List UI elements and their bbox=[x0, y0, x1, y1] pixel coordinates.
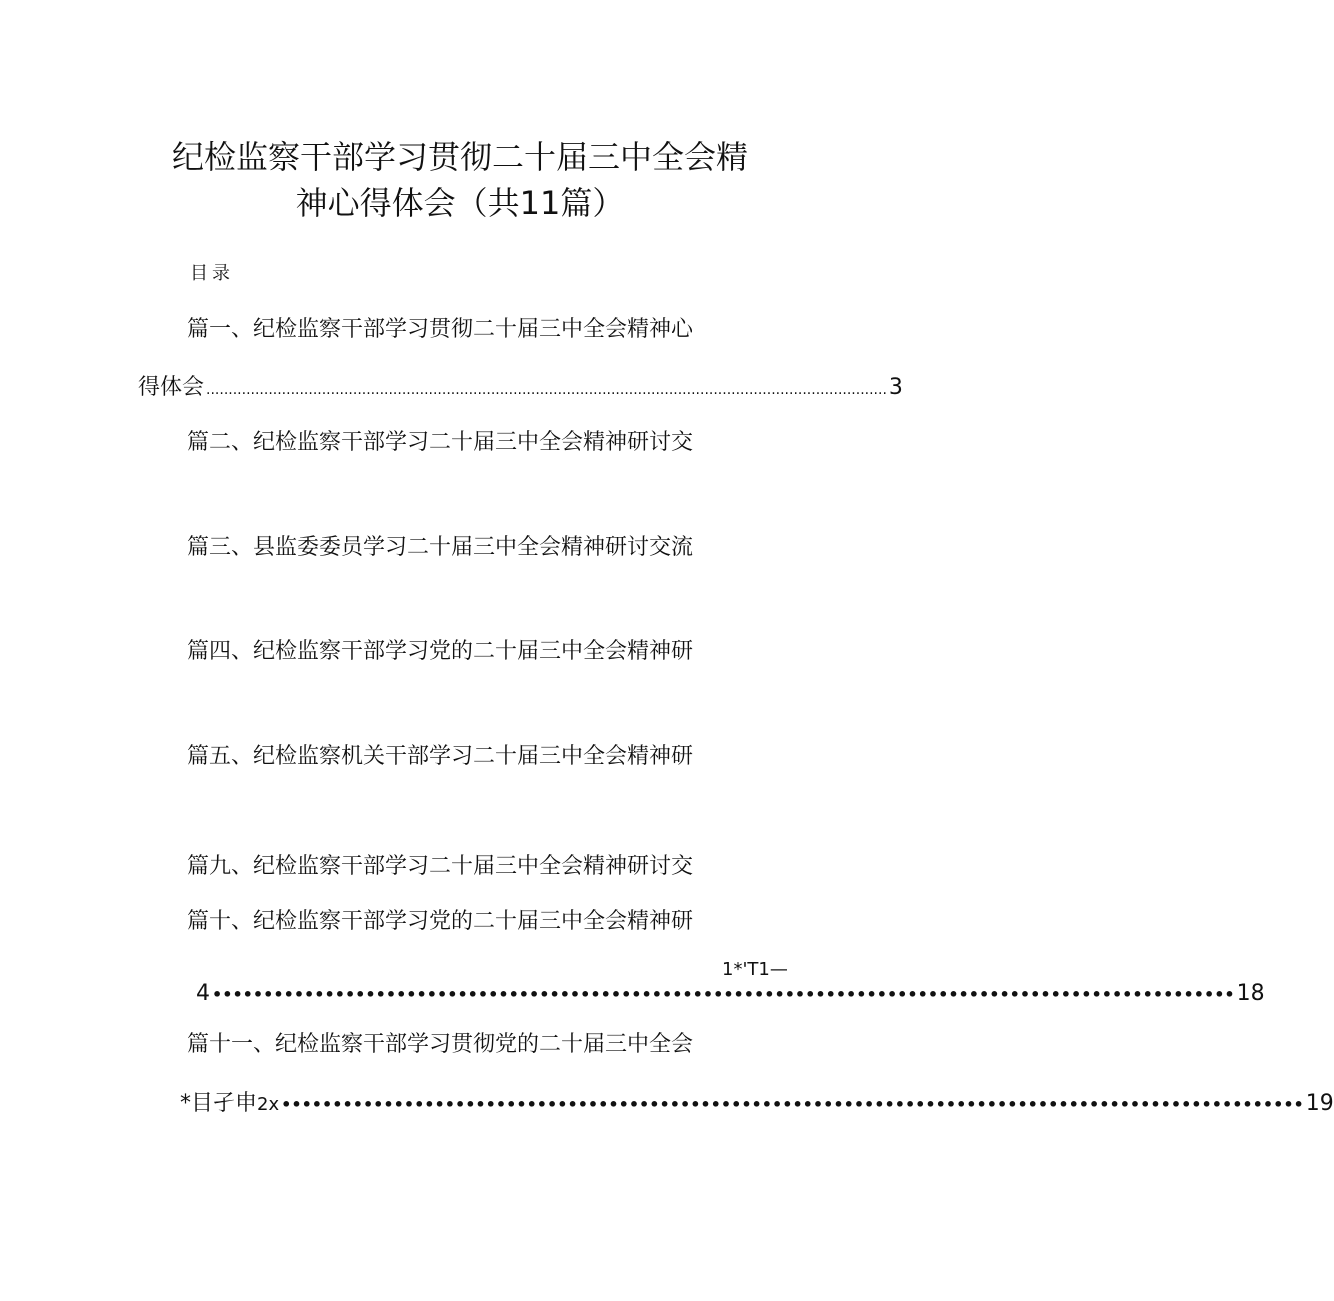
toc-entry-4[interactable]: 篇四、纪检监察干部学习党的二十届三中全会精神研 bbox=[187, 639, 694, 664]
toc-leader-2-start: 4 bbox=[196, 981, 210, 1006]
toc-page-number: 3 bbox=[888, 375, 903, 400]
toc-page-number: 19 bbox=[1305, 1091, 1334, 1116]
page-range-annotation: 1*'T1— bbox=[722, 959, 788, 980]
toc-entry-11[interactable]: 篇十一、纪检监察干部学习贯彻党的二十届三中全会 bbox=[187, 1032, 694, 1057]
toc-leader-row-3[interactable] bbox=[180, 1089, 1334, 1120]
toc-leader-row-2[interactable] bbox=[196, 979, 1265, 1010]
toc-entry-11-suffix: 2x bbox=[257, 1094, 280, 1115]
toc-entry-2[interactable]: 篇二、纪检监察干部学习二十届三中全会精神研讨交 bbox=[187, 430, 694, 455]
toc-entry-5[interactable]: 篇五、纪检监察机关干部学习二十届三中全会精神研 bbox=[187, 744, 694, 769]
toc-page-number: 18 bbox=[1236, 981, 1265, 1006]
document-title-line-2: 神心得体会（共11篇） bbox=[295, 184, 625, 222]
toc-entry-3[interactable]: 篇三、县监委委员学习二十届三中全会精神研讨交流 bbox=[187, 535, 694, 560]
toc-heading: 目录 bbox=[190, 263, 234, 284]
toc-entry-9[interactable]: 篇九、纪检监察干部学习二十届三中全会精神研讨交 bbox=[187, 854, 694, 879]
document-title-line-1: 纪检监察干部学习贯彻二十届三中全会精 bbox=[171, 138, 748, 176]
toc-entry-11-continuation: *目孑申 bbox=[180, 1091, 258, 1116]
dot-leader: •••••••••••••••••••••••••••••••••••••••••••••••••••••••••••••••••••••••••••••••••••••••••••••••••••• bbox=[212, 985, 1235, 1004]
toc-entry-10[interactable]: 篇十、纪检监察干部学习党的二十届三中全会精神研 bbox=[187, 909, 694, 934]
toc-leader-row-1[interactable] bbox=[138, 373, 903, 405]
toc-entry-1-continuation: 得体会 bbox=[138, 375, 205, 400]
toc-entry-1[interactable]: 篇一、纪检监察干部学习贯彻二十届三中全会精神心 bbox=[187, 317, 694, 342]
dot-leader: ......................................................................................................................................................... bbox=[206, 382, 887, 398]
dot-leader: •••••••••••••••••••••••••••••••••••••••••••••••••••••••••••••••••••••••••••••••••••••••••••••••••••• bbox=[281, 1095, 1304, 1114]
